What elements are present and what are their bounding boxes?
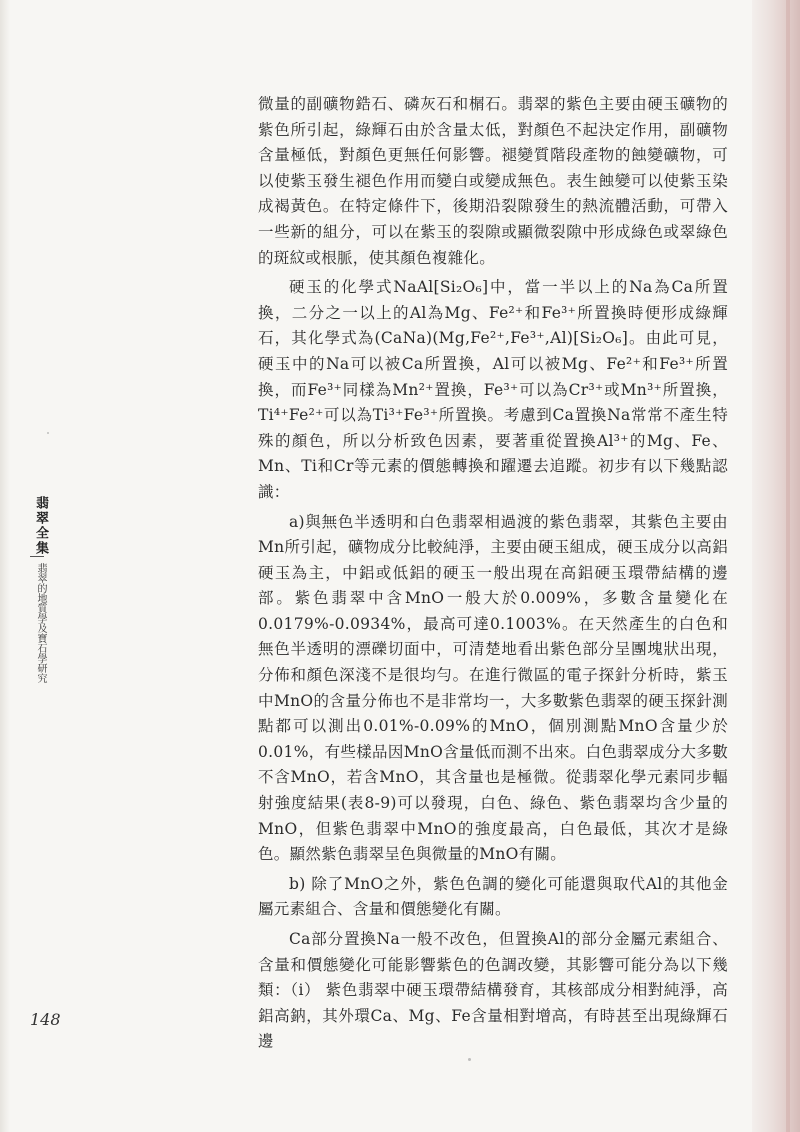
paragraph-3: a)與無色半透明和白色翡翠相過渡的紫色翡翠，其紫色主要由Mn所引起，礦物成分比較純淨，主要由硬玉組成，硬玉成分以高鋁硬玉為主，中鋁或低鋁的硬玉一般出現在高鋁硬玉環帶結構的邊部。紫色翡翠中含MnO一般大於0.009%，多數含量變化在0.0179%-0.0934%，最高可達0.1003%。在天然產生的白色和無色半透明的漂礫切面中，可清楚地看出紫色部分呈團塊狀出現，分佈和顏色深淺不是很均勻。在進行微區的電子探針分析時，紫玉中MnO的含量分佈也不是非常均一，大多數紫色翡翠的硬玉探針測點都可以測出0.01%-0.09%的MnO，個別測點MnO含量少於0.01%，有些樣品因MnO含量低而測不出來。白色翡翠成分大多數不含MnO，若含MnO，其含量也是極微。從翡翠化學元素同步輻射強度結果(表8-9)可以發現，白色、綠色、紫色翡翠均含少量的MnO，但紫色翡翠中MnO的強度最高，白色最低，其次才是綠色。顯然紫色翡翠呈色與微量的MnO有關。 <box>258 512 728 864</box>
running-head-title: 翡翠全集 <box>33 496 48 556</box>
scan-speck <box>47 432 49 434</box>
running-head-divider <box>30 556 44 557</box>
paragraph-1: 微量的副礦物鋯石、磷灰石和榍石。翡翠的紫色主要由硬玉礦物的紫色所引起，綠輝石由於含量太低，對顏色不起決定作用，副礦物含量極低，對顏色更無任何影響。褪變質階段產物的蝕變礦物，可以使紫玉發生褪色作用而變白或變成無色。表生蝕變可以使紫玉染成褐黃色。在特定條件下，後期沿裂隙發生的熱流體活動，可帶入一些新的組分，可以在紫玉的裂隙或顯微裂隙中形成綠色或翠綠色的斑紋或根脈，使其顏色複雜化。 <box>258 95 728 267</box>
page-left-edge <box>0 0 10 1132</box>
paragraph-2: 硬玉的化學式NaAl[Si₂O₆]中，當一半以上的Na為Ca所置換，二分之一以上的Al為Mg、Fe²⁺和Fe³⁺所置換時便形成綠輝石，其化學式為(CaNa)(Mg,Fe²⁺,Fe³⁺,Al)[Si₂O₆]。由此可見，硬玉中的Na可以被Ca所置換，Al可以被Mg、Fe²⁺和Fe³⁺所置換，而Fe³⁺同樣為Mn²⁺置換，Fe³⁺可以為Cr³⁺或Mn³⁺所置換，Ti⁴⁺Fe²⁺可以為Ti³⁺Fe³⁺所置換。考慮到Ca置換Na常常不產生特殊的顏色，所以分析致色因素，要著重從置換Al³⁺的Mg、Fe、Mn、Ti和Cr等元素的價態轉換和躍遷去追蹤。初步有以下幾點認識： <box>258 278 728 501</box>
page-binding-edge <box>752 0 800 1132</box>
paragraph-5: Ca部分置換Na一般不改色，但置換Al的部分金屬元素組合、含量和價態變化可能影響紫色的色調改變，其影響可能分為以下幾類：（i） 紫色翡翠中硬玉環帶結構發育，其核部成分相對純淨，高鋁高鈉，其外環Ca、Mg、Fe含量相對增高，有時甚至出現綠輝石邊 <box>258 930 728 1051</box>
scan-speck <box>468 1058 471 1061</box>
page-number: 148 <box>30 1010 61 1029</box>
body-text <box>258 92 728 1059</box>
running-head-subtitle: 翡翠的地質學及寶石學研究 <box>35 563 46 683</box>
paragraph-4: b) 除了MnO之外，紫色色調的變化可能還與取代Al的其他金屬元素組合、含量和價態變化有關。 <box>258 874 728 919</box>
binding-stripe <box>786 0 790 1132</box>
